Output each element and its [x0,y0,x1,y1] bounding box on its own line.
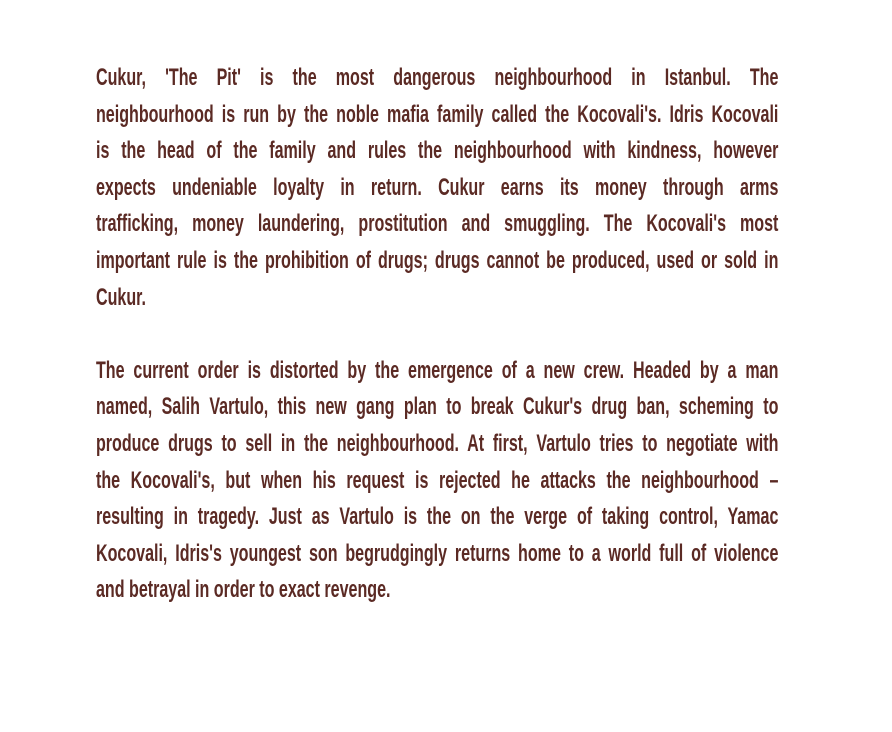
synopsis-paragraph-2 [96,353,778,609]
text-line: Kocovali, Idris's youngest son begrudgingly returns home to a world full of violence [96,539,779,567]
text-line: neighbourhood is run by the noble mafia family called the Kocovali's. Idris Kocovali [96,100,779,128]
text-line: and betrayal in order to exact revenge. [96,576,391,604]
synopsis-paragraph-1 [96,60,778,316]
text-line: resulting in tragedy. Just as Vartulo is the on the verge of taking control, Yamac [96,503,779,531]
text-line: is the head of the family and rules the neighbourhood with kindness, however [96,137,779,165]
text-line: the Kocovali's, but when his request is rejected he attacks the neighbourhood – [96,466,779,494]
text-line: expects undeniable loyalty in return. Cukur earns its money through arms [96,173,779,201]
text-line: trafficking, money laundering, prostitution and smuggling. The Kocovali's most [96,210,779,238]
text-line: important rule is the prohibition of drugs; drugs cannot be produced, used or sold in [96,246,779,274]
text-line: named, Salih Vartulo, this new gang plan to break Cukur's drug ban, scheming to [96,393,779,421]
text-line: produce drugs to sell in the neighbourhood. At first, Vartulo tries to negotiate with [96,429,779,457]
synopsis-text-block [96,60,778,609]
text-line: Cukur, 'The Pit' is the most dangerous neighbourhood in Istanbul. The [96,64,779,91]
text-line: Cukur. [96,283,146,311]
text-line: The current order is distorted by the emergence of a new crew. Headed by a man [96,356,779,384]
